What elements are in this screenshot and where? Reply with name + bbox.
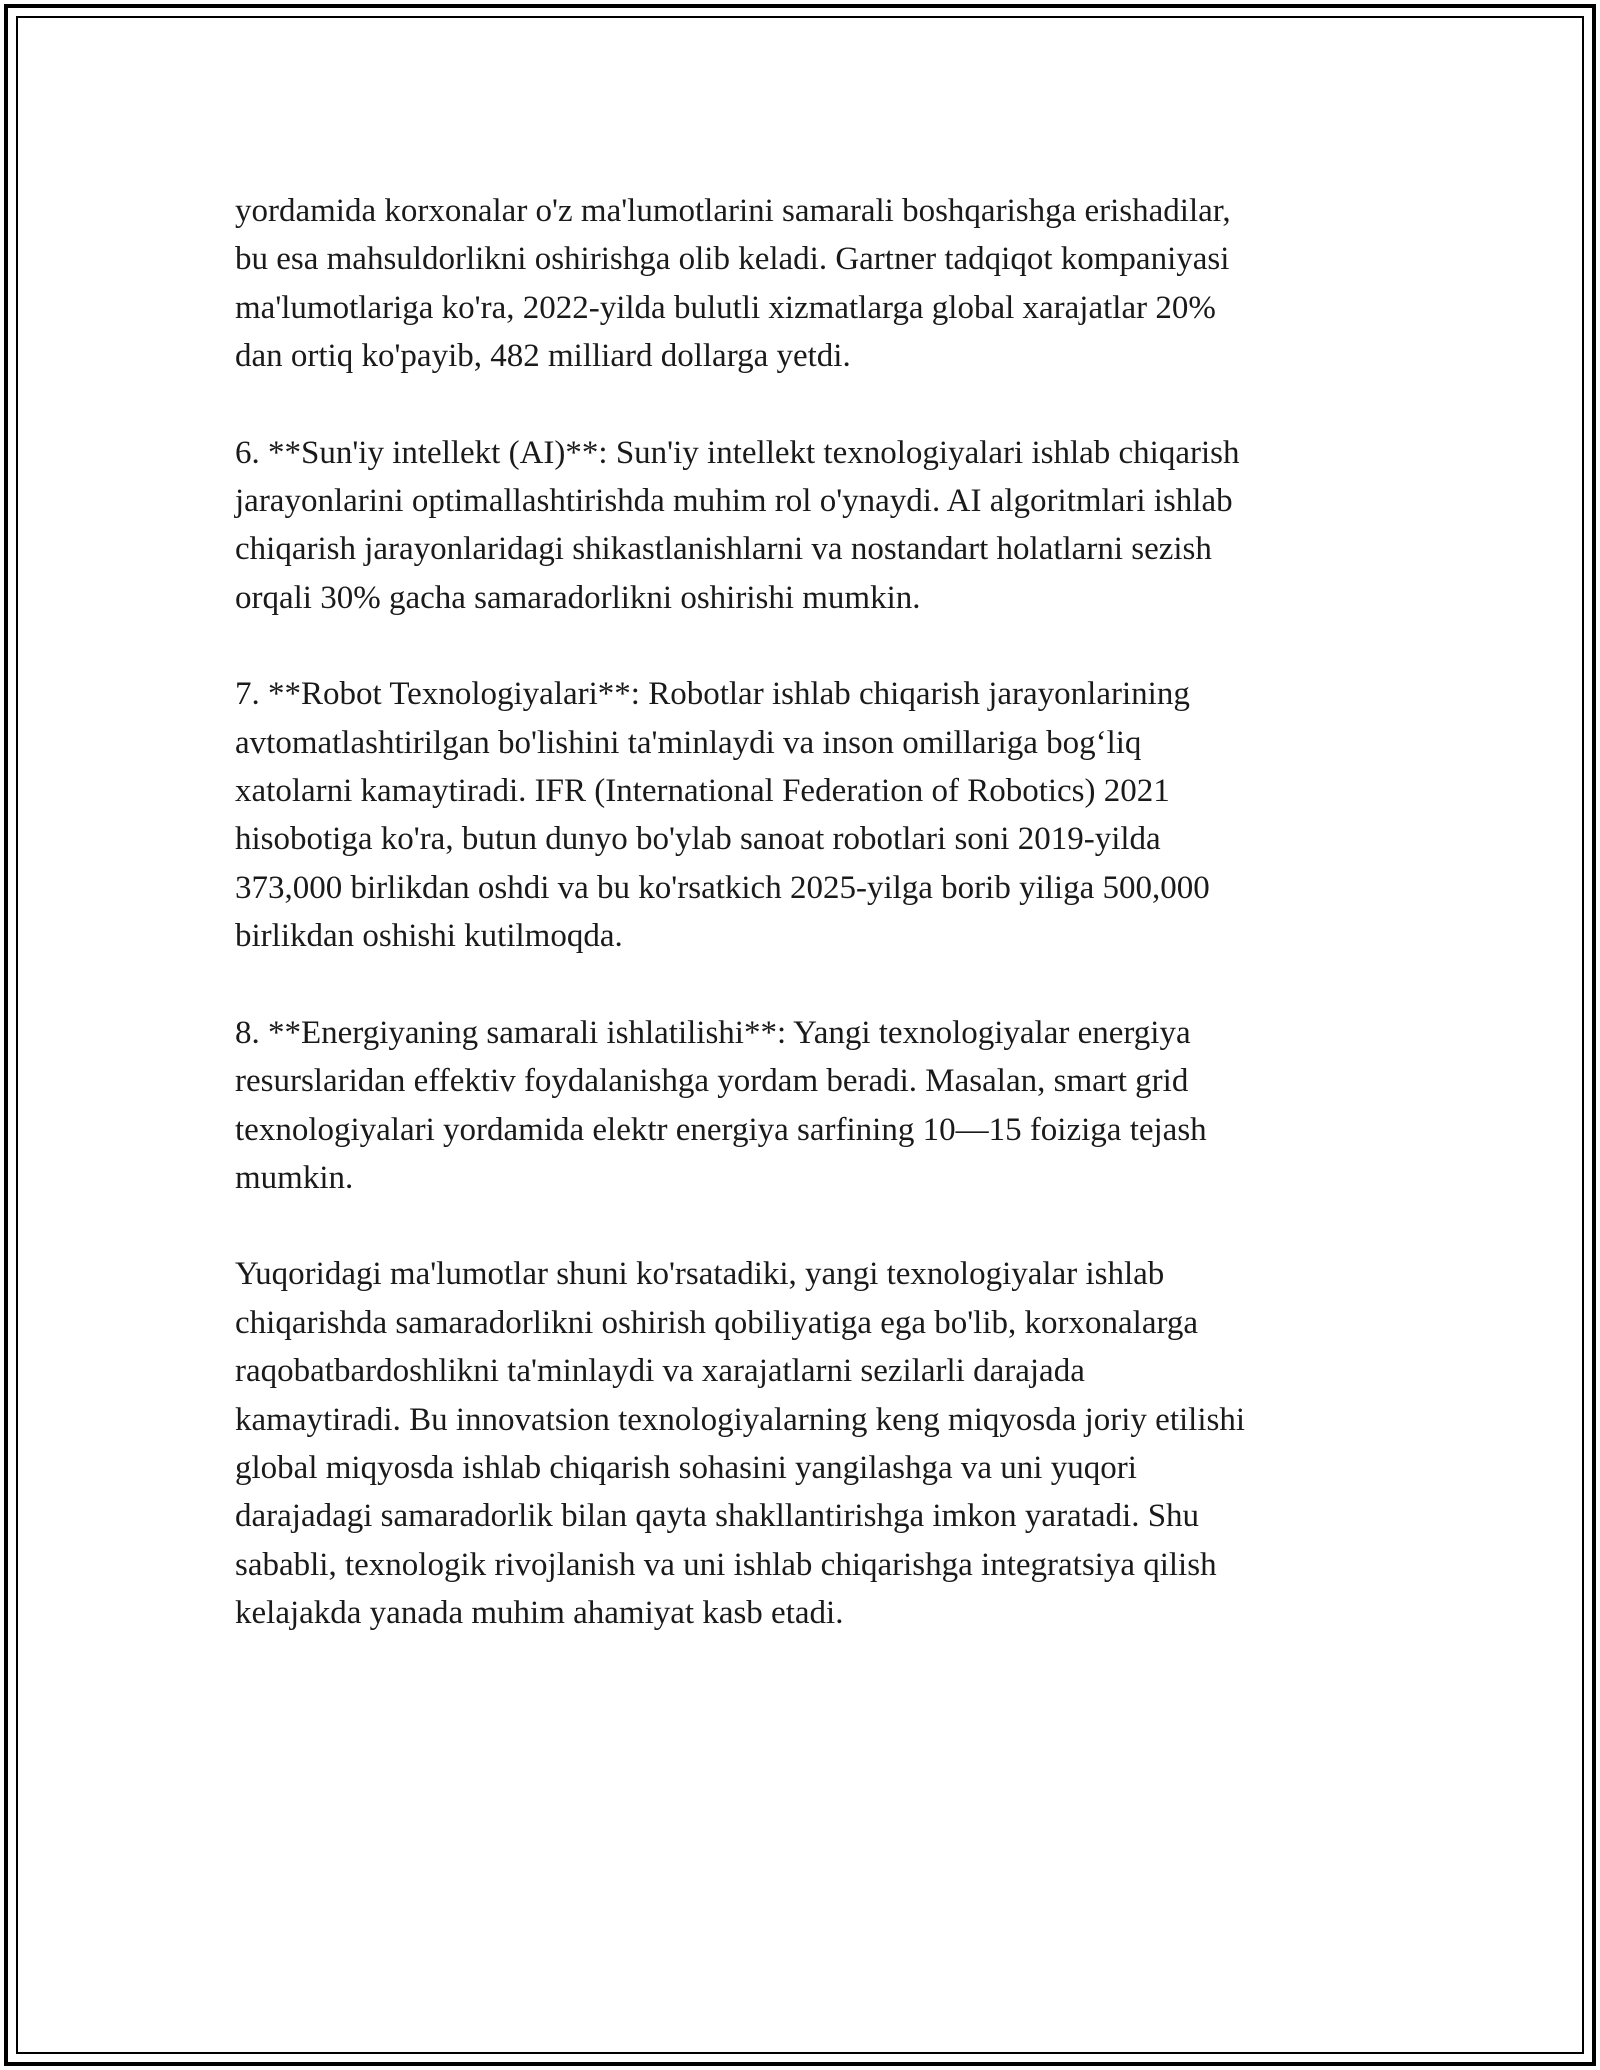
paragraph-artificial-intelligence: 6. **Sun'iy intellekt (AI)**: Sun'iy intellekt texnologiyalari ishlab chiqarish jarayonlarini optimallashtirishda muhim rol o'ynaydi. AI algoritmlari ishlab chiqarish jarayonlaridagi shikastlanishlarni va nostandart holatlarni sezish orqali 30% gacha samaradorlikni oshirishi mumkin. <box>235 434 1240 616</box>
document-body <box>235 187 1385 1686</box>
paragraph-energy-efficiency: 8. **Energiyaning samarali ishlatilishi**: Yangi texnologiyalar energiya resurslaridan effektiv foydalanishga yordam beradi. Masalan, smart grid texnologiyalari yordamida elektr energiya sarfining 10—15 foiziga tejash mumkin. <box>235 1014 1207 1196</box>
paragraph-conclusion: Yuqoridagi ma'lumotlar shuni ko'rsatadiki, yangi texnologiyalar ishlab chiqarishda samaradorlikni oshirish qobiliyatiga ega bo'lib, korxonalarga raqobatbardoshlikni ta'minlaydi va xarajatlarni sezilarli darajada kamaytiradi. Bu innovatsion texnologiyalarning keng miqyosda joriy etilishi global miqyosda ishlab chiqarish sohasini yangilashga va uni yuqori darajadagi samaradorlik bilan qayta shakllantirishga imkon yaratadi. Shu sababli, texnologik rivojlanish va uni ishlab chiqarishga integratsiya qilish kelajakda yanada muhim ahamiyat kasb etadi. <box>235 1256 1246 1632</box>
paragraph-robot-technologies: 7. **Robot Texnologiyalari**: Robotlar ishlab chiqarish jarayonlarining avtomatlashtirilgan bo'lishini ta'minlaydi va inson omillariga bog‘liq xatolarni kamaytiradi. IFR (International Federation of Robotics) 2021 hisobotiga ko'ra, butun dunyo bo'ylab sanoat robotlari soni 2019-yilda 373,000 birlikdan oshdi va bu ko'rsatkich 2025-yilga borib yiliga 500,000 birlikdan oshishi kutilmoqda. <box>235 676 1210 955</box>
paragraph-cloud-services: yordamida korxonalar o'z ma'lumotlarini samarali boshqarishga erishadilar, bu esa mahsuldorlikni oshirishga olib keladi. Gartner tadqiqot kompaniyasi ma'lumotlariga ko'ra, 2022-yilda bulutli xizmatlarga global xarajatlar 20% dan ortiq ko'payib, 482 milliard dollarga yetdi. <box>235 193 1231 375</box>
